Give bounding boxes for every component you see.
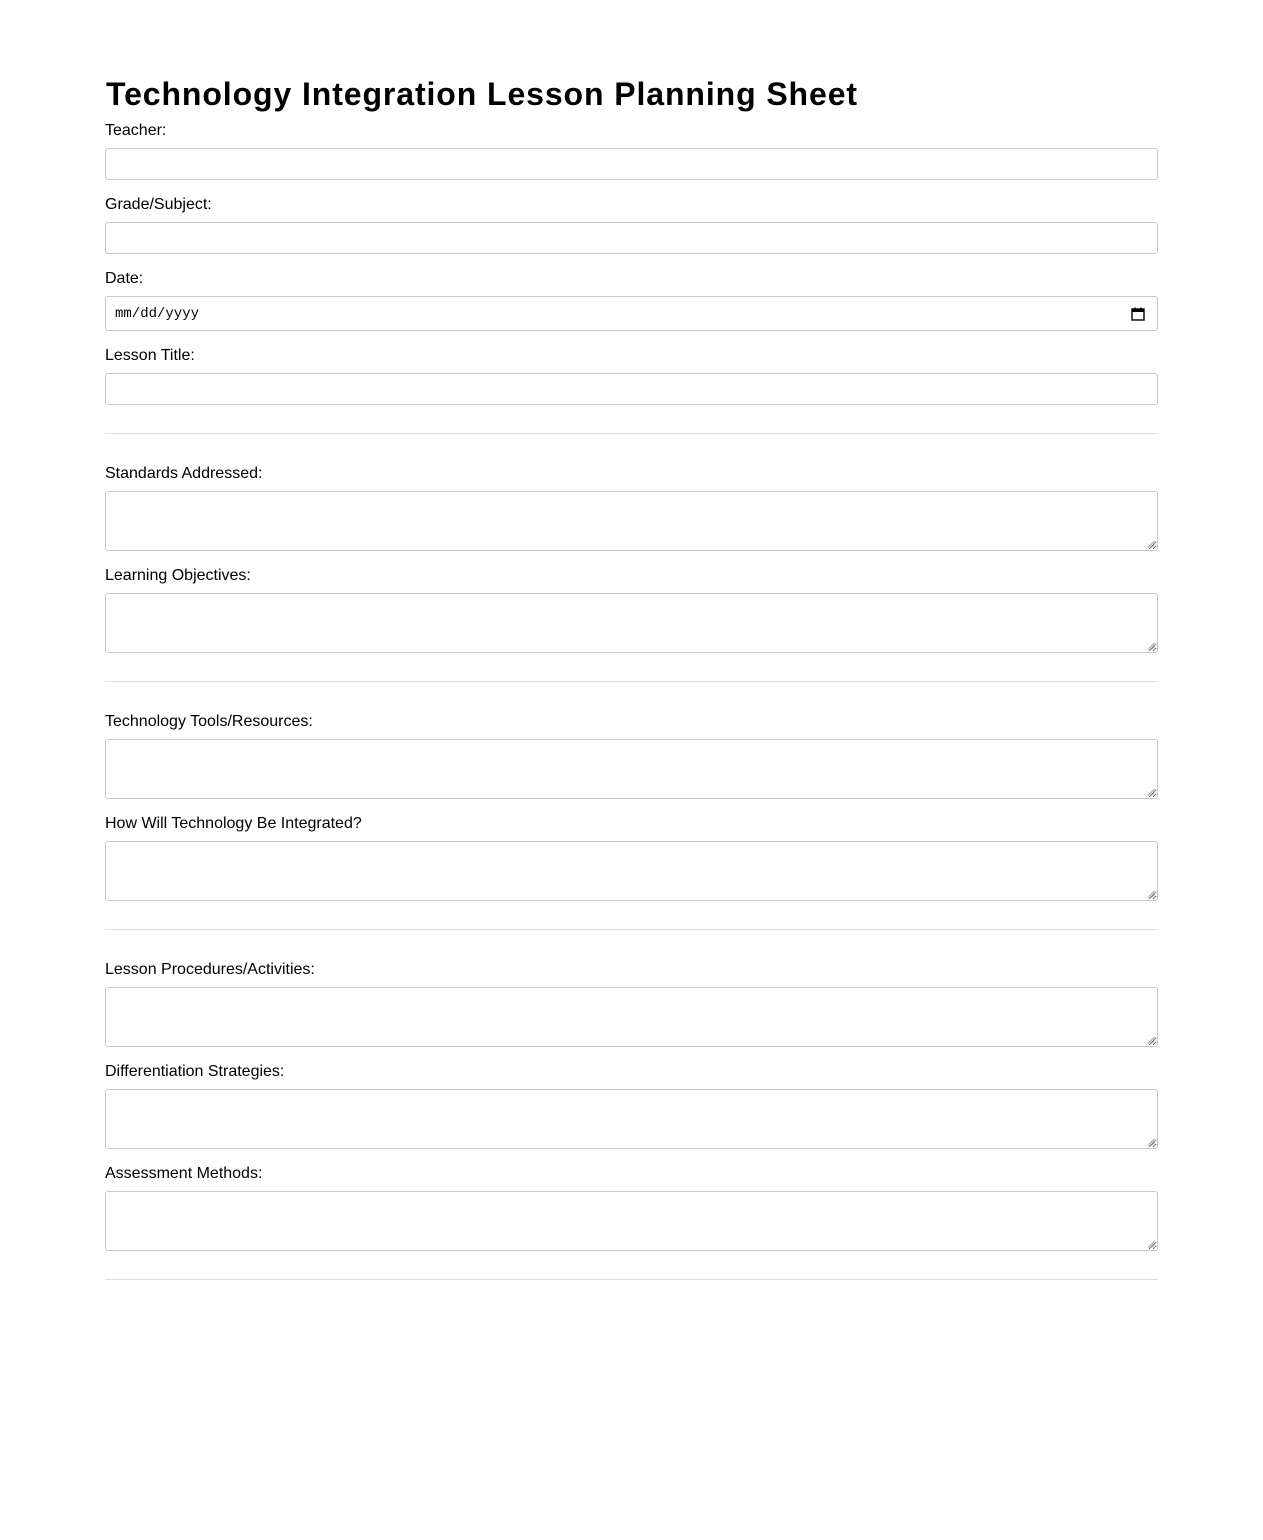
section-divider-3 (105, 929, 1158, 930)
objectives-field-group (105, 567, 1158, 653)
procedures-label: Lesson Procedures/Activities: (105, 961, 315, 978)
standards-textarea[interactable] (105, 491, 1158, 551)
procedures-field-group (105, 961, 1158, 1047)
objectives-textarea[interactable] (105, 593, 1158, 653)
grade-subject-field-group (105, 196, 1158, 254)
lesson-title-input[interactable] (105, 373, 1158, 405)
procedures-textarea[interactable] (105, 987, 1158, 1047)
teacher-input[interactable] (105, 148, 1158, 180)
date-field-group (105, 270, 1158, 331)
tech-tools-textarea[interactable] (105, 739, 1158, 799)
calendar-icon[interactable] (1131, 307, 1145, 321)
differentiation-field-group (105, 1063, 1158, 1149)
tech-tools-label: Technology Tools/Resources: (105, 713, 313, 730)
assessment-label: Assessment Methods: (105, 1165, 263, 1182)
section-divider-2 (105, 681, 1158, 682)
assessment-field-group (105, 1165, 1158, 1251)
standards-field-group (105, 465, 1158, 551)
teacher-field-group (105, 122, 1158, 180)
teacher-label: Teacher: (105, 122, 167, 139)
tech-integration-textarea[interactable] (105, 841, 1158, 901)
tech-tools-field-group (105, 713, 1158, 799)
standards-label: Standards Addressed: (105, 465, 263, 482)
lesson-planning-form (105, 0, 1158, 1280)
date-label: Date: (105, 270, 144, 287)
objectives-label: Learning Objectives: (105, 567, 251, 584)
lesson-title-field-group (105, 347, 1158, 405)
page-title: Technology Integration Lesson Planning Sheet (106, 76, 858, 112)
tech-integration-label: How Will Technology Be Integrated? (105, 815, 362, 832)
tech-integration-field-group (105, 815, 1158, 901)
differentiation-textarea[interactable] (105, 1089, 1158, 1149)
grade-subject-input[interactable] (105, 222, 1158, 254)
grade-subject-label: Grade/Subject: (105, 196, 212, 213)
section-divider-1 (105, 433, 1158, 434)
section-divider-4 (105, 1279, 1158, 1280)
date-placeholder: mm/dd/yyyy (115, 306, 200, 322)
lesson-title-label: Lesson Title: (105, 347, 195, 364)
assessment-textarea[interactable] (105, 1191, 1158, 1251)
date-input[interactable] (105, 296, 1158, 331)
differentiation-label: Differentiation Strategies: (105, 1063, 285, 1080)
